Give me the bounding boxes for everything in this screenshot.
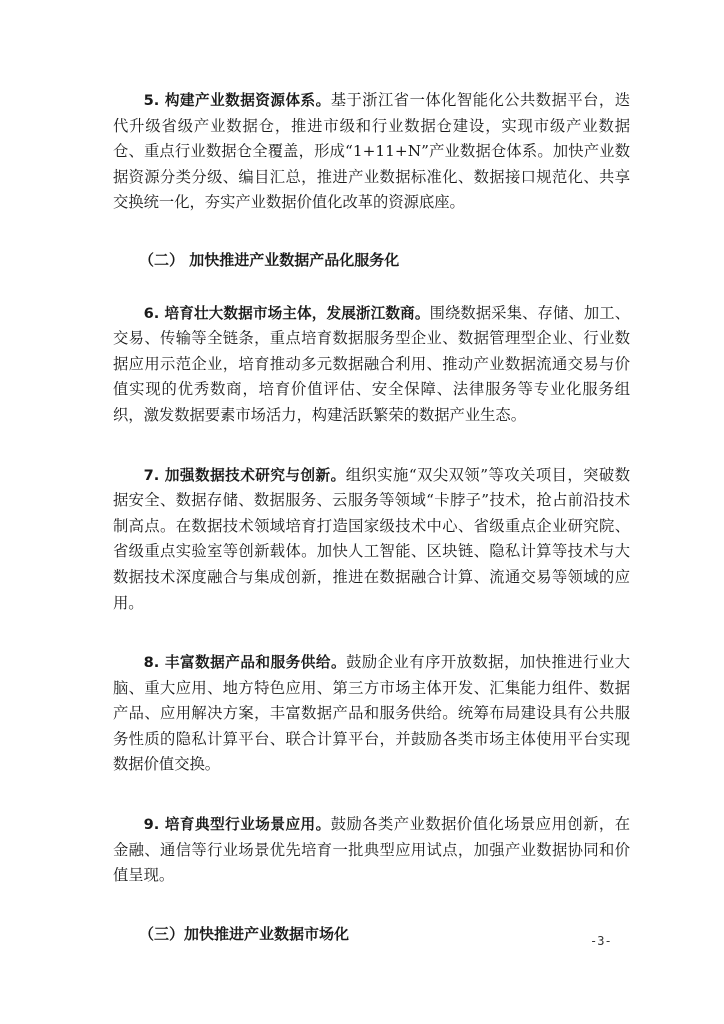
paragraph-9 bbox=[113, 812, 630, 889]
page-number: -3- bbox=[590, 934, 612, 948]
paragraph-6 bbox=[113, 301, 630, 429]
document-page bbox=[113, 88, 630, 947]
paragraph-lead: 9. 培育典型行业场景应用。 bbox=[143, 816, 331, 834]
paragraph-body: 围绕数据采集、存储、加工、交易、传输等全链条，重点培育数据服务型企业、数据管理型企业、行业数据应用示范企业，培育推动多元数据融合利用、推动产业数据流通交易与价值实现的优秀数商，培育价值评估、安全保障、法律服务等专业化服务组织，激发数据要素市场活力，构建活跃繁荣的数据产业生态。 bbox=[113, 303, 630, 424]
paragraph-body: 基于浙江省一体化智能化公共数据平台，迭代升级省级产业数据仓，推进市级和行业数据仓建设，实现市级产业数据仓、重点行业数据仓全覆盖，形成“1+11+N”产业数据仓体系。加快产业数据资源分类分级、编目汇总，推进产业数据标准化、数据接口规范化、共享交换统一化，夯实产业数据价值化改革的资源底座。 bbox=[113, 91, 630, 212]
paragraph-lead: 7. 加强数据技术研究与创新。 bbox=[143, 466, 346, 484]
paragraph-body: 组织实施“双尖双领”等攻关项目，突破数据安全、数据存储、数据服务、云服务等领域“卡脖子”技术，抢占前沿技术制高点。在数据技术领域培育打造国家级技术中心、省级重点企业研究院、省级重点实验室等创新载体。加快人工智能、区块链、隐私计算等技术与大数据技术深度融合与集成创新，推进在数据融合计算、流通交易等领域的应用。 bbox=[113, 465, 630, 612]
paragraph-body: 鼓励企业有序开放数据，加快推进行业大脑、重大应用、地方特色应用、第三方市场主体开发、汇集能力组件、数据产品、应用解决方案，丰富数据产品和服务供给。统筹布局建设具有公共服务性质的隐私计算平台、联合计算平台，并鼓励各类市场主体使用平台实现数据价值交换。 bbox=[113, 653, 630, 774]
paragraph-lead: 5. 构建产业数据资源体系。 bbox=[143, 92, 331, 109]
section-heading-3: （三）加快推进产业数据市场化 bbox=[139, 924, 350, 943]
paragraph-8 bbox=[113, 650, 630, 778]
paragraph-5 bbox=[113, 88, 630, 216]
paragraph-body: 鼓励各类产业数据价值化场景应用创新，在金融、通信等行业场景优先培育一批典型应用试点，加强产业数据协同和价值呈现。 bbox=[113, 815, 630, 885]
paragraph-lead: 6. 培育壮大数据市场主体，发展浙江数商。 bbox=[143, 304, 430, 322]
paragraph-lead: 8. 丰富数据产品和服务供给。 bbox=[143, 654, 347, 672]
section-heading-2: （二） 加快推进产业数据产品化服务化 bbox=[139, 250, 400, 269]
paragraph-7 bbox=[113, 463, 630, 617]
